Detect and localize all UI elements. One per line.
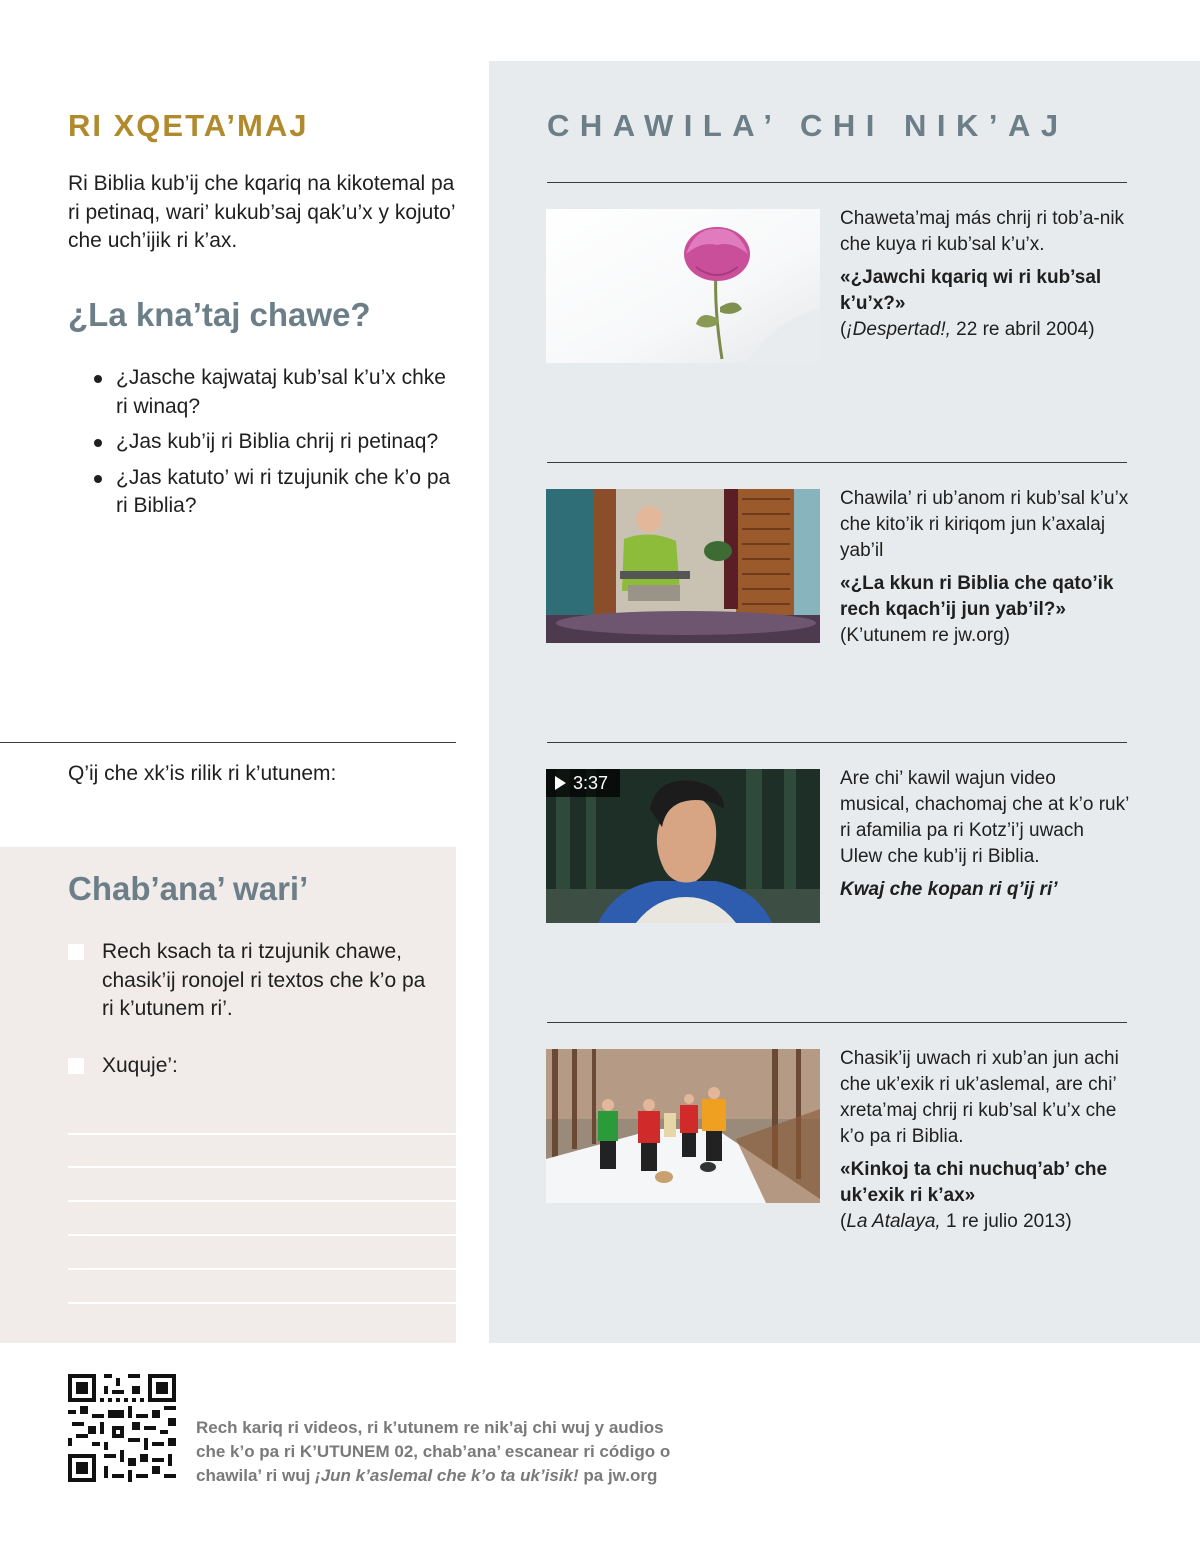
reading-item xyxy=(840,486,1130,649)
item-source: (La Atalaya, 1 re julio 2013) xyxy=(840,1211,1072,1232)
checkbox-icon[interactable] xyxy=(68,1058,84,1074)
writing-line[interactable] xyxy=(68,1302,456,1304)
review-questions xyxy=(92,364,452,528)
writing-line[interactable] xyxy=(68,1268,456,1270)
checklist-item[interactable]: Rech ksach ta ri tzujunik chawe, chasik’ij ronojel ri textos che k’o pa ri k’utunem ri’. xyxy=(68,938,428,1024)
checkbox-icon[interactable] xyxy=(68,944,84,960)
divider xyxy=(0,742,456,743)
item-title[interactable]: «¿La kkun ri Biblia che qato’ik rech kqach’ij jun yab’il?» xyxy=(840,573,1114,620)
further-reading-heading: CHAWILA’ CHI NIK’AJ xyxy=(547,108,1069,143)
item-source: (¡Despertad!, 22 re abril 2004) xyxy=(840,319,1095,340)
review-question: ¿Jas kub’ij ri Biblia chrij ri petinaq? xyxy=(92,428,452,457)
divider xyxy=(547,462,1127,463)
lesson-date-prompt: Q’ij che xk’is rilik ri k’utunem: xyxy=(68,762,337,785)
man-in-wheelchair-by-window-image[interactable] xyxy=(546,489,820,643)
qr-code-icon[interactable] xyxy=(68,1374,176,1482)
item-source: (K’utunem re jw.org) xyxy=(840,625,1011,646)
item-title[interactable]: «Kinkoj ta chi nuchuq’ab’ che uk’exik ri k’ax» xyxy=(840,1159,1108,1206)
item-description: Are chi’ kawil wajun video musical, chachomaj che at k’o ruk’ ri afamilia pa ri Kotz’i’j uwach Ulew che kub’ij ri Biblia. xyxy=(840,768,1129,867)
footer-note: Rech kariq ri videos, ri k’utunem re nik’aj chi wuj y audios che k’o pa ri K’UTUNEM 02, chab’ana’ escanear ri código o chawila’ ri wuj ¡Jun k’aslemal che k’o ta uk’isik! pa jw.org xyxy=(196,1418,671,1485)
reading-item xyxy=(840,766,1130,903)
bullet-icon xyxy=(94,375,102,383)
action-heading: Chab’ana’ wari’ xyxy=(68,870,309,907)
item-description: Chasik’ij uwach ri xub’an jun achi che uk’exik ri uk’aslemal, are chi’ xreta’maj chrij ri kub’sal k’u’x che k’o pa ri Biblia. xyxy=(840,1048,1119,1147)
item-description: Chawila’ ri ub’anom ri kub’sal k’u’x che kito’ik ri kiriqom jun k’axalaj yab’il xyxy=(840,488,1129,561)
divider xyxy=(547,182,1127,183)
section-heading: RI XQETA’MAJ xyxy=(68,108,309,143)
writing-line[interactable] xyxy=(68,1234,456,1236)
reading-item xyxy=(840,1046,1130,1235)
family-walking-in-snow-image[interactable] xyxy=(546,1049,820,1203)
writing-line[interactable] xyxy=(68,1200,456,1202)
item-description: Chaweta’maj más chrij ri tob’a-nik che kuya ri kub’sal k’u’x. xyxy=(840,208,1125,255)
action-checklist xyxy=(68,938,428,1108)
pink-flower-in-snow-image[interactable] xyxy=(546,209,820,363)
reading-item xyxy=(840,206,1130,343)
bullet-icon xyxy=(94,475,102,483)
item-title[interactable]: Kwaj che kopan ri q’ij ri’ xyxy=(840,879,1058,900)
divider xyxy=(547,1022,1127,1023)
play-icon xyxy=(555,776,566,790)
review-question: ¿Jas katuto’ wi ri tzujunik che k’o pa ri Biblia? xyxy=(92,464,452,521)
checklist-item[interactable]: Xuquje’: xyxy=(68,1052,428,1081)
item-title[interactable]: «¿Jawchi kqariq wi ri kub’sal k’u’x?» xyxy=(840,267,1102,314)
writing-line[interactable] xyxy=(68,1166,456,1168)
bullet-icon xyxy=(94,439,102,447)
video-duration-badge: 3:37 xyxy=(546,769,620,797)
review-heading: ¿La kna’taj chawe? xyxy=(68,296,371,333)
man-looking-up-in-forest-video-thumbnail[interactable] xyxy=(546,769,820,923)
intro-text: Ri Biblia kub’ij che kqariq na kikotemal pa ri petinaq, wari’ kukub’saj qak’u’x y kojuto’ che uch’ijik ri k’ax. xyxy=(68,172,455,252)
divider xyxy=(547,742,1127,743)
writing-line[interactable] xyxy=(68,1133,456,1135)
review-question: ¿Jasche kajwataj kub’sal k’u’x chke ri winaq? xyxy=(92,364,452,421)
